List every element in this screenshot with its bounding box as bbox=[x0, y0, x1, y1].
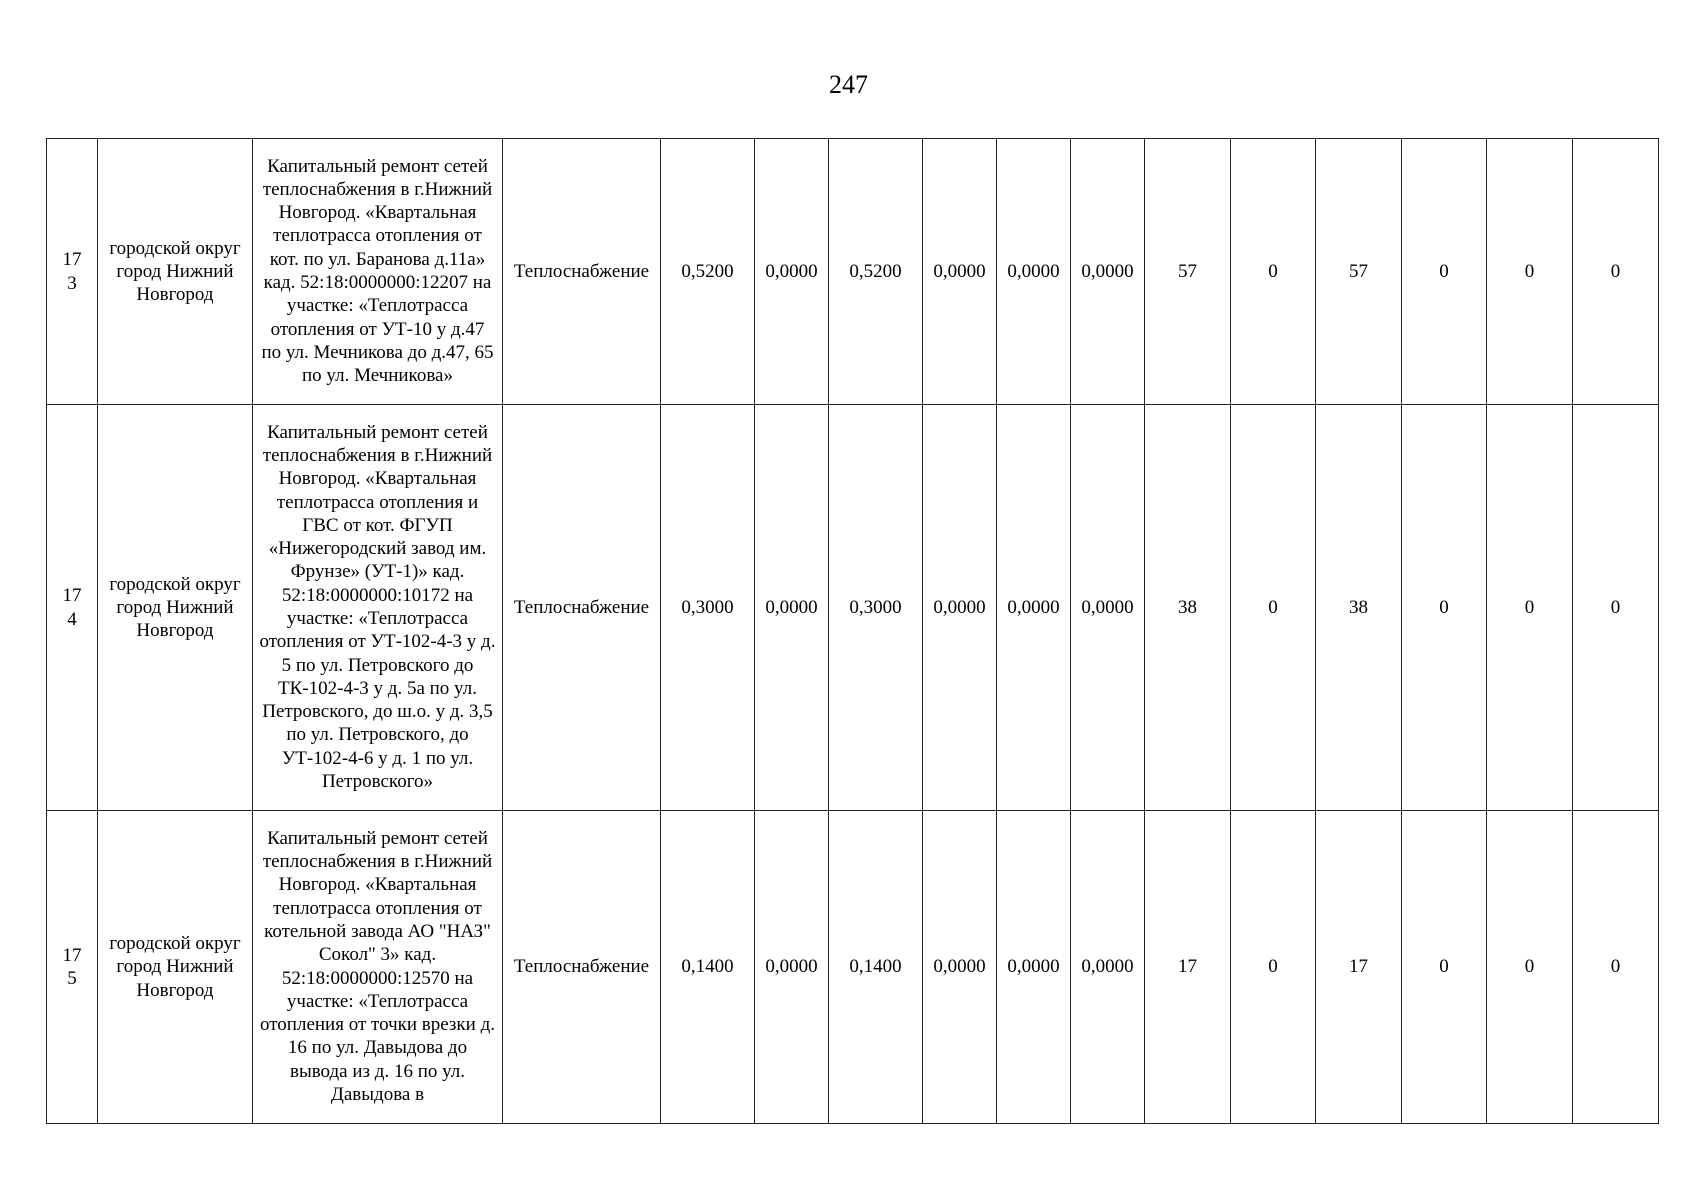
value-cell-11: 0 bbox=[1487, 139, 1573, 405]
service-type-cell: Теплоснабжение bbox=[503, 811, 661, 1124]
value-cell-5: 0,0000 bbox=[997, 811, 1071, 1124]
value-cell-9: 17 bbox=[1316, 811, 1402, 1124]
value-cell-7: 17 bbox=[1145, 811, 1231, 1124]
municipality-cell: городской округ город Нижний Новгород bbox=[98, 405, 253, 811]
value-cell-11: 0 bbox=[1487, 405, 1573, 811]
value-cell-5: 0,0000 bbox=[997, 139, 1071, 405]
value-cell-11: 0 bbox=[1487, 811, 1573, 1124]
value-cell-8: 0 bbox=[1231, 811, 1316, 1124]
service-type-cell: Теплоснабжение bbox=[503, 139, 661, 405]
investment-program-table bbox=[46, 138, 1659, 1124]
project-description-cell: Капитальный ремонт сетей теплоснабжения в г.Нижний Новгород. «Квартальная теплотрасса отопления от котельной завода АО "НАЗ" Сокол" 3» кад. 52:18:0000000:12570 на участке: «Теплотрасса отопления от точки врезки д. 16 по ул. Давыдова до вывода из д. 16 по ул. Давыдова в bbox=[253, 811, 503, 1124]
value-cell-1: 0,1400 bbox=[661, 811, 755, 1124]
value-cell-7: 57 bbox=[1145, 139, 1231, 405]
value-cell-10: 0 bbox=[1402, 811, 1487, 1124]
value-cell-3: 0,5200 bbox=[829, 139, 923, 405]
value-cell-8: 0 bbox=[1231, 139, 1316, 405]
value-cell-4: 0,0000 bbox=[923, 139, 997, 405]
service-type-cell: Теплоснабжение bbox=[503, 405, 661, 811]
value-cell-12: 0 bbox=[1573, 405, 1659, 811]
value-cell-7: 38 bbox=[1145, 405, 1231, 811]
value-cell-12: 0 bbox=[1573, 811, 1659, 1124]
value-cell-2: 0,0000 bbox=[755, 811, 829, 1124]
value-cell-9: 38 bbox=[1316, 405, 1402, 811]
value-cell-5: 0,0000 bbox=[997, 405, 1071, 811]
value-cell-10: 0 bbox=[1402, 139, 1487, 405]
municipality-cell: городской округ город Нижний Новгород bbox=[98, 139, 253, 405]
page-number: 247 bbox=[829, 70, 868, 99]
row-number-cell: 173 bbox=[47, 139, 98, 405]
value-cell-6: 0,0000 bbox=[1071, 139, 1145, 405]
table-row bbox=[47, 811, 1659, 1124]
municipality-cell: городской округ город Нижний Новгород bbox=[98, 811, 253, 1124]
value-cell-1: 0,5200 bbox=[661, 139, 755, 405]
value-cell-1: 0,3000 bbox=[661, 405, 755, 811]
value-cell-3: 0,1400 bbox=[829, 811, 923, 1124]
value-cell-10: 0 bbox=[1402, 405, 1487, 811]
value-cell-6: 0,0000 bbox=[1071, 405, 1145, 811]
row-number-cell: 175 bbox=[47, 811, 98, 1124]
value-cell-12: 0 bbox=[1573, 139, 1659, 405]
value-cell-2: 0,0000 bbox=[755, 405, 829, 811]
value-cell-2: 0,0000 bbox=[755, 139, 829, 405]
value-cell-4: 0,0000 bbox=[923, 811, 997, 1124]
project-description-cell: Капитальный ремонт сетей теплоснабжения в г.Нижний Новгород. «Квартальная теплотрасса отопления от кот. по ул. Баранова д.11а» кад. 52:18:0000000:12207 на участке: «Теплотрасса отопления от УТ-10 у д.47 по ул. Мечникова до д.47, 65 по ул. Мечникова» bbox=[253, 139, 503, 405]
table-row bbox=[47, 405, 1659, 811]
value-cell-6: 0,0000 bbox=[1071, 811, 1145, 1124]
project-description-cell: Капитальный ремонт сетей теплоснабжения в г.Нижний Новгород. «Квартальная теплотрасса отопления и ГВС от кот. ФГУП «Нижегородский завод им. Фрунзе» (УТ-1)» кад. 52:18:0000000:10172 на участке: «Теплотрасса отопления от УТ-102-4-3 у д. 5 по ул. Петровского до ТК-102-4-3 у д. 5а по ул. Петровского, до ш.о. у д. 3,5 по ул. Петровского, до УТ-102-4-6 у д. 1 по ул. Петровского» bbox=[253, 405, 503, 811]
value-cell-4: 0,0000 bbox=[923, 405, 997, 811]
value-cell-9: 57 bbox=[1316, 139, 1402, 405]
row-number-cell: 174 bbox=[47, 405, 98, 811]
value-cell-3: 0,3000 bbox=[829, 405, 923, 811]
table-row bbox=[47, 139, 1659, 405]
value-cell-8: 0 bbox=[1231, 405, 1316, 811]
